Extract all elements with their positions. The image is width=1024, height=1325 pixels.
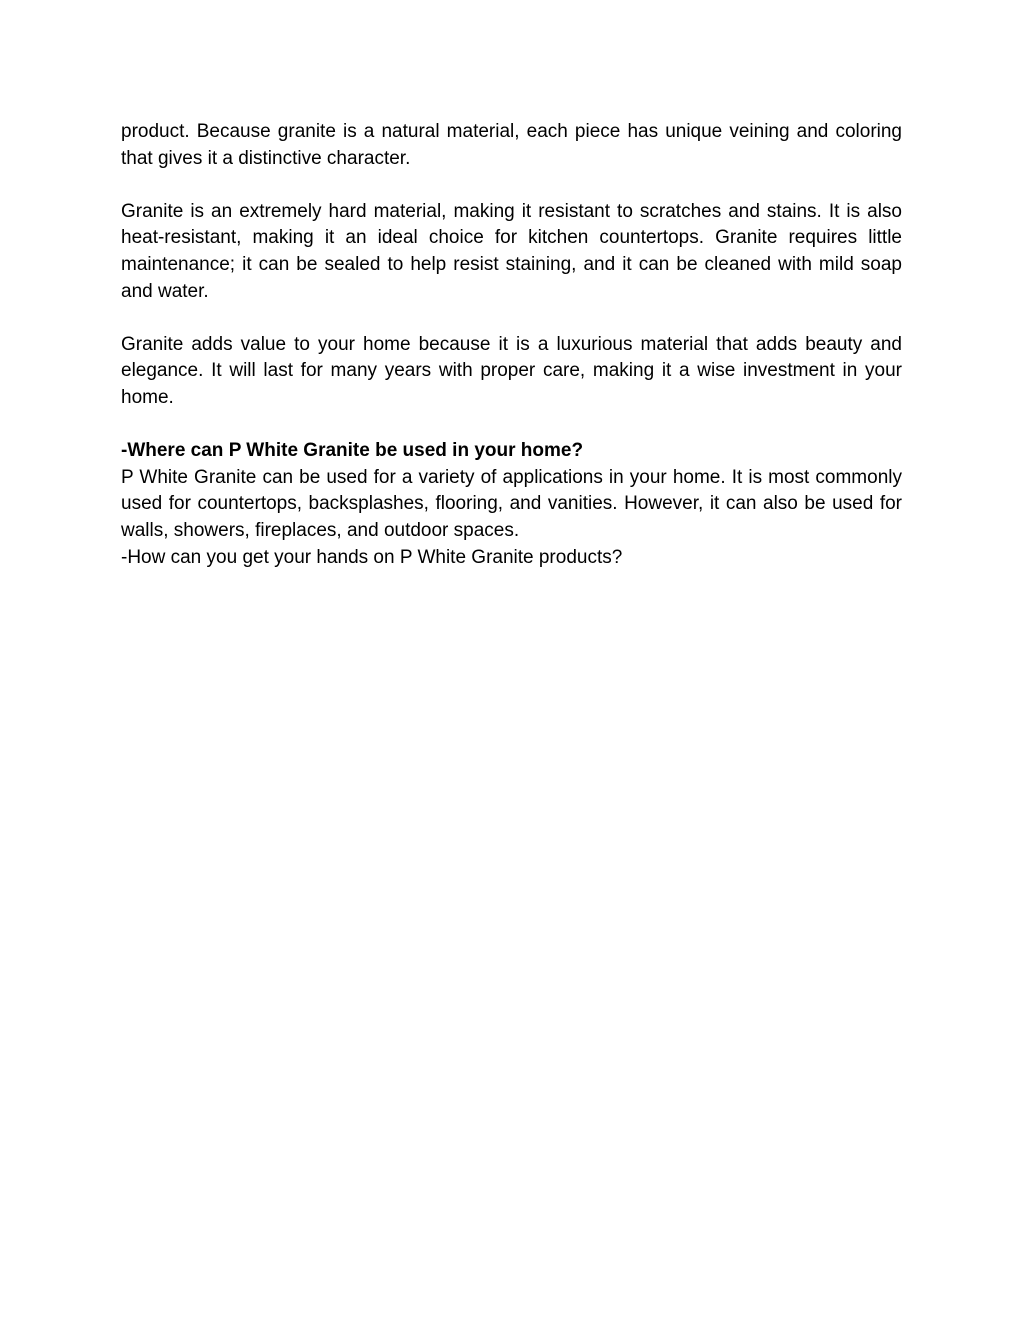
paragraph-spacer <box>121 412 902 439</box>
paragraph-spacer <box>121 305 902 332</box>
paragraph-get-products: -How can you get your hands on P White Granite products? <box>121 546 623 568</box>
document-body <box>121 119 902 571</box>
paragraph-granite-value: Granite adds value to your home because it is a luxurious material that adds beauty and elegance. It will last for many years with proper care, making it a wise investment in your home. <box>121 333 902 408</box>
paragraph-granite-natural: product. Because granite is a natural material, each piece has unique veining and coloring that gives it a distinctive character. <box>121 121 902 169</box>
paragraph-granite-hardness: Granite is an extremely hard material, making it resistant to scratches and stains. It is also heat-resistant, making it an ideal choice for kitchen countertops. Granite requires little maintenance; it can be sealed to help resist staining, and it can be cleaned with mild soap and water. <box>121 200 902 302</box>
section-heading-uses: -Where can P White Granite be used in your home? <box>121 440 584 462</box>
paragraph-spacer <box>121 172 902 199</box>
paragraph-granite-applications: P White Granite can be used for a variety of applications in your home. It is most commonly used for countertops, backsplashes, flooring, and vanities. However, it can also be used for walls, showers, fireplaces, and outdoor spaces. <box>121 466 902 541</box>
